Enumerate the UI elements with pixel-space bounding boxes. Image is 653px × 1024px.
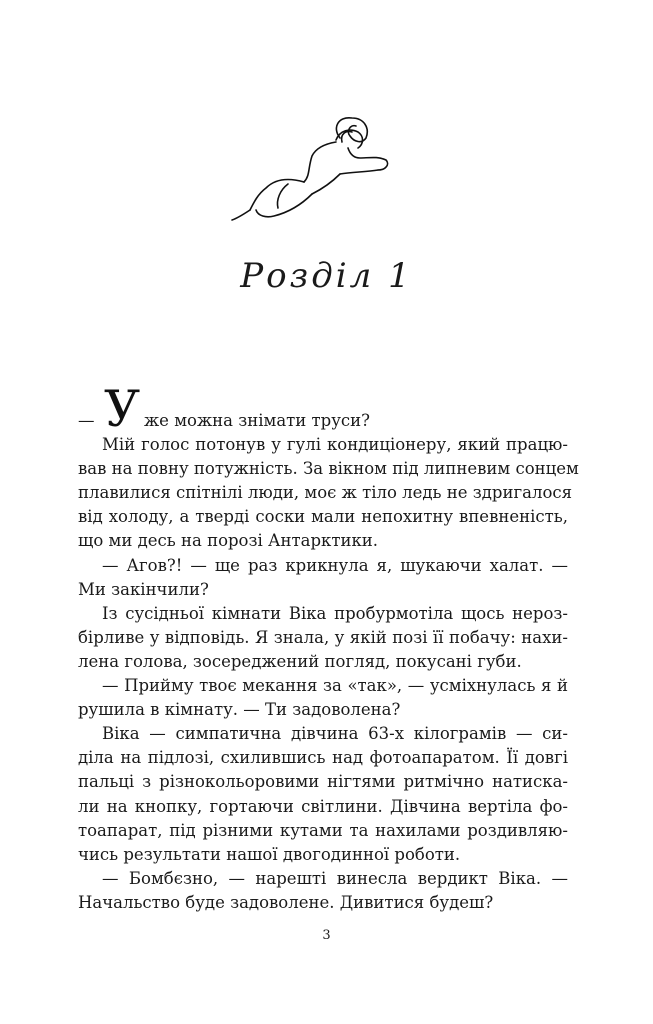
text-line: рушила в кімнату. — Ти задоволена?	[78, 700, 401, 720]
text-line: чись результати нашої двогодинної роботи.	[78, 844, 461, 864]
drop-cap: У	[104, 380, 141, 438]
text-line: — Прийму твоє мекання за «так», — усміхнулась я й	[102, 676, 568, 696]
body-lines	[78, 433, 579, 915]
text-line: Мій голос потонув у гулі кондиціонеру, який працю-	[102, 435, 568, 455]
first-line	[78, 409, 568, 433]
text-line: — Агов?! — ще раз крикнула я, шукаючи халат. —	[102, 555, 568, 575]
text-line: лена голова, зосереджений погляд, покусані губи.	[78, 651, 522, 671]
text-line: Із сусідньої кімнати Віка пробурмотіла щось нероз-	[102, 603, 568, 623]
text-line: плавилися спітнілі люди, моє ж тіло ледь не здригалося	[78, 483, 573, 503]
text-line: бірливе у відповідь. Я знала, у якій позі її побачу: нахи-	[78, 627, 568, 647]
text-line: від холоду, а тверді соски мали непохитну впевненість,	[78, 507, 568, 527]
chapter-text	[78, 409, 579, 915]
text-line: що ми десь на порозі Антарктики.	[78, 531, 379, 551]
text-line: Віка — симпатична дівчина 63-х кілограмів — си-	[102, 724, 568, 744]
text-line: Ми закінчили?	[78, 579, 209, 599]
text-line: Начальство буде задоволене. Дивитися будеш?	[78, 892, 494, 912]
reclining-figure-illustration	[228, 112, 400, 224]
chapter-title: Розділ 1	[240, 256, 413, 296]
text-line: вав на повну потужність. За вікном під липневим сонцем	[78, 459, 579, 479]
page-number: 3	[322, 928, 331, 943]
first-line-text: же можна знімати труси?	[144, 411, 371, 430]
text-line: діла на підлозі, схилившись над фотоапаратом. Її довгі	[78, 748, 568, 768]
text-line: пальці з різнокольоровими нігтями ритмічно натиска-	[78, 772, 568, 792]
text-line: — Бомбєзно, — нарешті винесла вердикт Віка. —	[102, 868, 568, 888]
text-line: ли на кнопку, гортаючи світлини. Дівчина вертіла фо-	[78, 796, 568, 816]
first-line-dash: —	[78, 411, 95, 430]
text-line: тоапарат, під різними кутами та нахилами роздивляю-	[78, 820, 568, 840]
